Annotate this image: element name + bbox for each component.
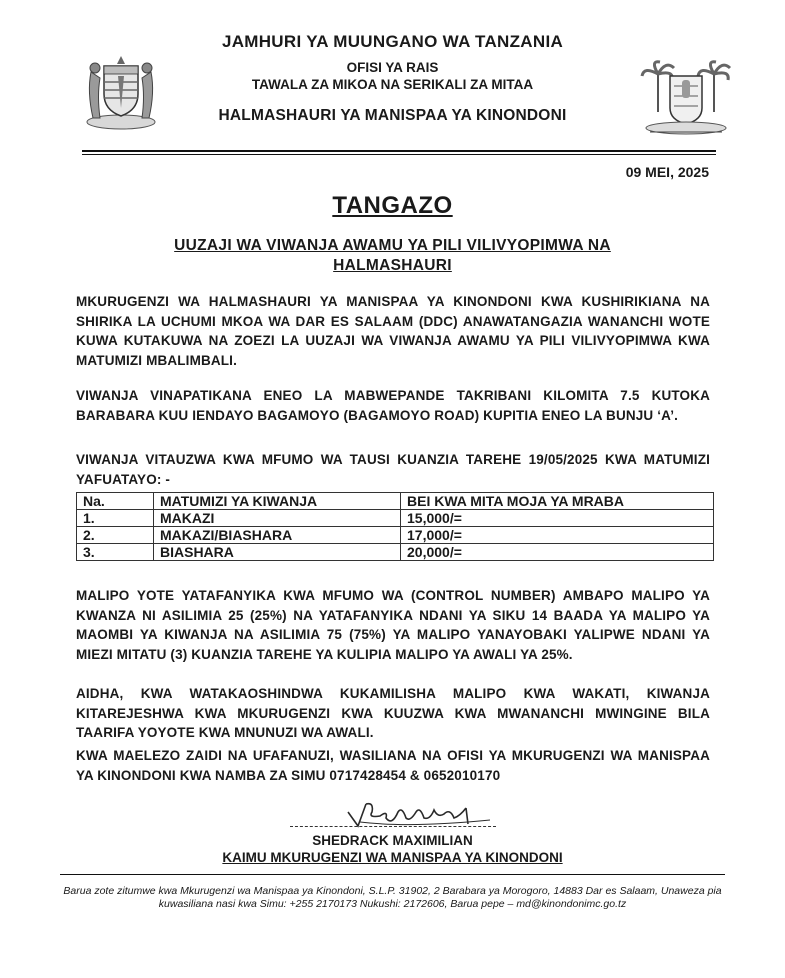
table-cell: 2. xyxy=(77,527,154,544)
country-heading: JAMHURI YA MUUNGANO WA TANZANIA xyxy=(221,32,564,51)
footer-address: Barua zote zitumwe kwa Mkurugenzi wa Manispaa ya Kinondoni, S.L.P. 31902, 2 Barabara ya Morogoro, 14883 Dar es Salaam, Unaweza pia kuwasiliana nasi kwa Simu: +255 2170173 Nukushi: 2172606, Barua pepe – md@kinondonimc.go.tz xyxy=(63,885,722,910)
council-heading: HALMASHAURI YA MANISPAA YA KINONDONI xyxy=(218,107,567,124)
table-cell: 17,000/= xyxy=(401,527,714,544)
table-cell: BIASHARA xyxy=(154,544,401,561)
table-cell: 1. xyxy=(77,510,154,527)
office-heading: OFISI YA RAIS xyxy=(346,60,439,75)
table-row xyxy=(77,544,714,561)
header-rule-bottom xyxy=(82,154,716,155)
notice-title: TANGAZO xyxy=(332,192,453,219)
notice-subtitle: UUZAJI WA VIWANJA AWAMU YA PILI VILIVYOPIMWA NA HALMASHAURI xyxy=(174,237,611,274)
table-cell: 20,000/= xyxy=(401,544,714,561)
penalty-paragraph: AIDHA, KWA WATAKAOSHINDWA KUKAMILISHA MALIPO KWA WAKATI, KIWANJA KITAREJESHWA KWA MKURUGENZI KWA KUUZWA KWA MWANANCHI MWINGINE BILA TAARIFA YOYOTE KWA MNUNUZI WA AWALI. xyxy=(76,686,710,740)
contact-paragraph: KWA MAELEZO ZAIDI NA UFAFANUZI, WASILIANA NA OFISI YA MKURUGENZI WA MANISPAA YA KINONDONI KWA NAMBA ZA SIMU 0717428454 & 0652010170 xyxy=(76,748,710,783)
signature-line xyxy=(290,826,496,827)
ministry-heading: TAWALA ZA MIKOA NA SERIKALI ZA MITAA xyxy=(251,77,534,92)
table-row xyxy=(77,527,714,544)
table-cell: 3. xyxy=(77,544,154,561)
column-header: Na. xyxy=(77,493,154,510)
header-rule-top xyxy=(82,150,716,152)
footer-rule xyxy=(60,874,725,875)
payment-paragraph: MALIPO YOTE YATAFANYIKA KWA MFUMO WA (CONTROL NUMBER) AMBAPO MALIPO YA KWANZA NI ASILIMIA 25 (25%) NA YATAFANYIKA NDANI YA SIKU 14 BAADA YA MALIPO YA MAOMBI YA KIWANJA NA ASILIMIA 75 (75%) YA MALIPO YANAYOBAKI YALIPWE NDANI YA MIEZI MITATU (3) KUANZIA TAREHE YA KULIPIA MALIPO YA AWALI YA 25%. xyxy=(76,588,710,662)
notice-date: 09 MEI, 2025 xyxy=(625,164,709,180)
table-cell: MAKAZI/BIASHARA xyxy=(154,527,401,544)
location-paragraph: VIWANJA VINAPATIKANA ENEO LA MABWEPANDE TAKRIBANI KILOMITA 7.5 KUTOKA BARABARA KUU IENDAYO BAGAMOYO (BAGAMOYO ROAD) KUPITIA ENEO LA BUNJU ‘A’. xyxy=(76,388,710,423)
column-header: BEI KWA MITA MOJA YA MRABA xyxy=(401,493,714,510)
table-header-row xyxy=(77,493,714,510)
column-header: MATUMIZI YA KIWANJA xyxy=(154,493,401,510)
sale-paragraph: VIWANJA VITAUZWA KWA MFUMO WA TAUSI KUANZIA TAREHE 19/05/2025 KWA MATUMIZI YAFUATAYO: - xyxy=(76,452,710,487)
table-cell: MAKAZI xyxy=(154,510,401,527)
council-emblem-icon xyxy=(640,52,732,138)
table-cell: 15,000/= xyxy=(401,510,714,527)
price-table xyxy=(76,492,714,561)
intro-paragraph: MKURUGENZI WA HALMASHAURI YA MANISPAA YA KINONDONI KWA KUSHIRIKIANA NA SHIRIKA LA UCHUMI MKOA WA DAR ES SALAAM (DDC) ANAWATANGAZIA WANANCHI WOTE KUWA KUTAKUWA NA ZOEZI LA UUZAJI WA VIWANJA AWAMU YA PILI VILIVYOPIMWA KWA MATUMIZI MBALIMBALI. xyxy=(76,294,710,368)
signatory-name: SHEDRACK MAXIMILIAN xyxy=(312,833,473,848)
signatory-title: KAIMU MKURUGENZI WA MANISPAA YA KINONDONI xyxy=(222,850,563,865)
table-row xyxy=(77,510,714,527)
